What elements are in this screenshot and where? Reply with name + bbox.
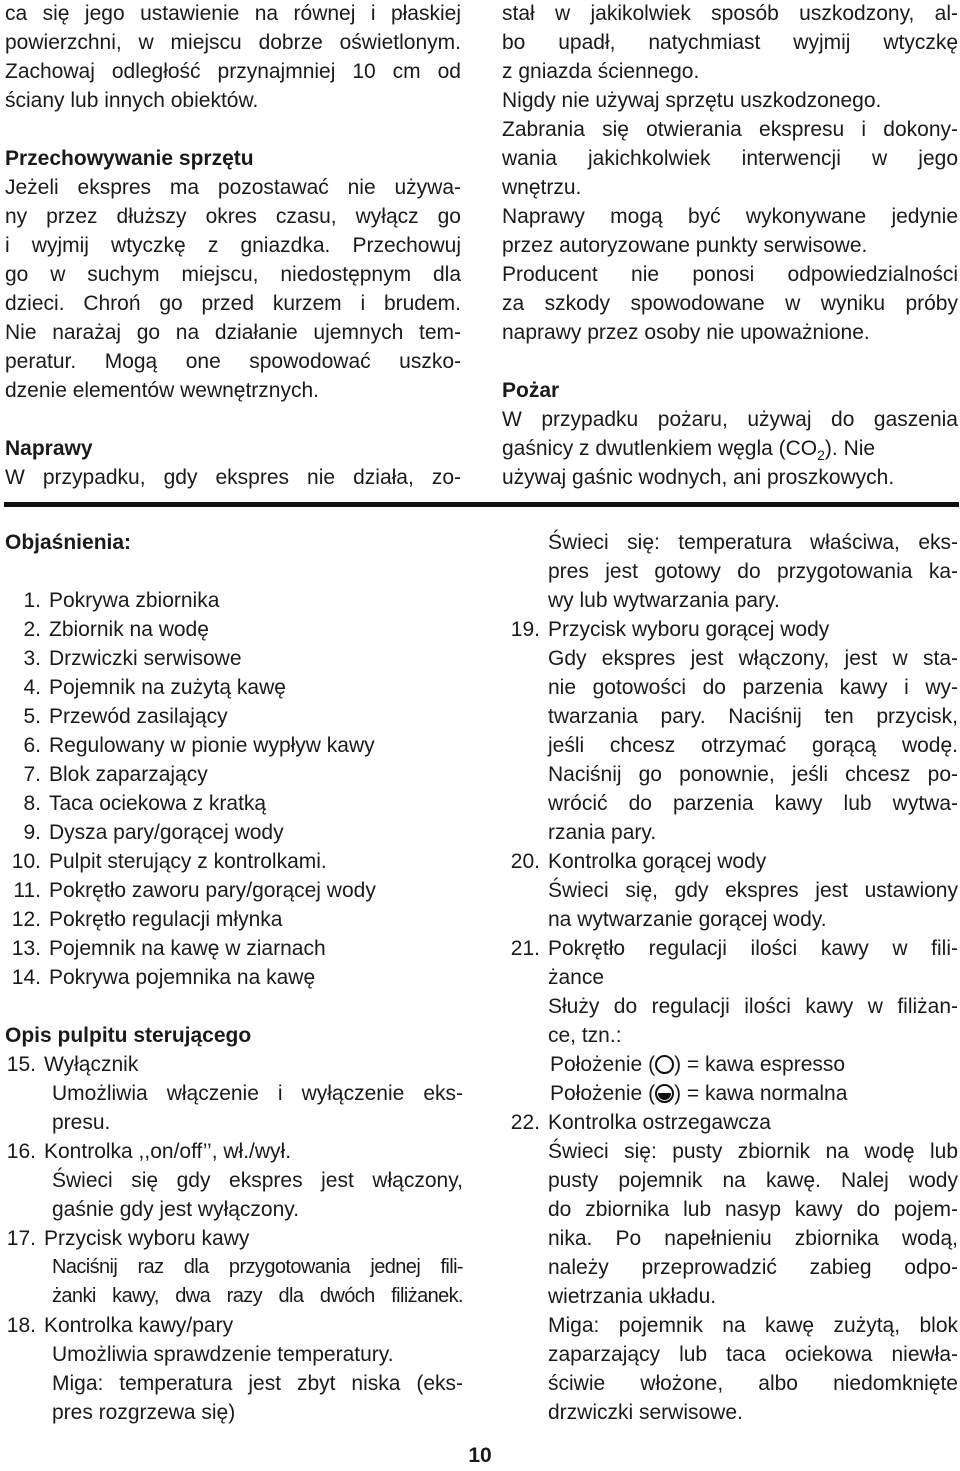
legend-item-label: Przewód zasilający bbox=[49, 705, 228, 728]
text-line: ściany lub innych obiektów. bbox=[5, 89, 259, 112]
legend-item-label: Dysza pary/gorącej wody bbox=[49, 821, 284, 844]
panel-item-19-desc: wrócić do parzenia kawy lub wytwa- bbox=[548, 792, 958, 815]
panel-item-21: 21. Pokrętło regulacji ilości kawy w fili- bbox=[510, 937, 958, 960]
legend-item-number: 9. bbox=[23, 821, 41, 844]
text-line: Naprawy mogą być wykonywane jedynie bbox=[502, 205, 958, 228]
panel-item-19-desc: Naciśnij go ponownie, jeśli chcesz po- bbox=[548, 763, 958, 786]
panel-item-22-desc: pusty pojemnik na kawę. Nalej wody bbox=[548, 1169, 958, 1192]
panel-item-17-desc: żanki kawy, dwa razy dla dwóch filiżanek. bbox=[52, 1285, 463, 1307]
panel-item-19-desc: jeśli chcesz otrzymać gorącą wodę. bbox=[548, 734, 958, 757]
section-divider bbox=[4, 502, 959, 507]
panel-item-22-desc: Świeci się: pusty zbiornik na wodę lub bbox=[548, 1140, 958, 1163]
legend-item bbox=[5, 731, 463, 760]
legend-item-label: Pokrętło zaworu pary/gorącej wody bbox=[49, 879, 376, 902]
panel-item-22-desc: drzwiczki serwisowe. bbox=[548, 1401, 743, 1424]
legend-item bbox=[5, 847, 463, 876]
panel-item-19-desc: Gdy ekspres jest włączony, jest w sta- bbox=[548, 647, 958, 670]
legend-item-number: 13. bbox=[11, 937, 41, 960]
panel-item-20: 20. Kontrolka gorącej wody bbox=[510, 850, 767, 873]
half-filled-circle-icon bbox=[655, 1084, 674, 1103]
text-line: przez autoryzowane punkty serwisowe. bbox=[502, 234, 868, 257]
section-heading-storage: Przechowywanie sprzętu bbox=[5, 147, 254, 170]
panel-item-21-desc: ce, tzn.: bbox=[548, 1024, 622, 1047]
legend-item-label: Regulowany w pionie wypływ kawy bbox=[49, 734, 375, 757]
text-line: Zabrania się otwierania ekspresu i dokony- bbox=[502, 118, 958, 141]
panel-item-16-desc: Świeci się gdy ekspres jest włączony, bbox=[52, 1169, 463, 1192]
legend-item-label: Pokrętło regulacji młynka bbox=[49, 908, 283, 931]
panel-item-21-title-cont: żance bbox=[548, 966, 605, 989]
text-line: naprawy przez osoby nie upoważnione. bbox=[502, 321, 870, 344]
text-line: bo upadł, natychmiast wyjmij wtyczkę bbox=[502, 31, 958, 54]
text-line: Zachowaj odległość przynajmniej 10 cm od bbox=[5, 60, 461, 83]
panel-item-20-desc: Świeci się, gdy ekspres jest ustawiony bbox=[548, 879, 958, 902]
text-line: Nie narażaj go na działanie ujemnych tem- bbox=[5, 321, 461, 344]
panel-item-19-desc: nie gotowości do parzenia kawy i wy- bbox=[548, 676, 958, 699]
panel-item-22-desc: zaparzający lub taca ociekowa niewła- bbox=[548, 1343, 958, 1366]
text-line: Producent nie ponosi odpowiedzialności bbox=[502, 263, 958, 286]
legend-list bbox=[5, 586, 463, 992]
panel-item-18-desc: pres rozgrzewa się) bbox=[52, 1401, 236, 1424]
position-normal: Położenie ( ) = kawa normalna bbox=[550, 1082, 848, 1105]
panel-item-18-cont: Świeci się: temperatura właściwa, eks- bbox=[548, 531, 958, 554]
panel-item-17-desc: Naciśnij raz dla przygotowania jednej fili- bbox=[52, 1256, 463, 1278]
legend-item-number: 1. bbox=[23, 589, 41, 612]
legend-item-number: 2. bbox=[23, 618, 41, 641]
legend-item bbox=[5, 818, 463, 847]
panel-item-22: 22. Kontrolka ostrzegawcza bbox=[510, 1111, 771, 1134]
legend-item-number: 10. bbox=[11, 850, 41, 873]
text-line: peratur. Mogą one spowodować uszko- bbox=[5, 350, 461, 373]
legend-item-number: 8. bbox=[23, 792, 41, 815]
legend-item-number: 5. bbox=[23, 705, 41, 728]
co2-subscript: 2 bbox=[817, 447, 825, 464]
section-heading-fire: Pożar bbox=[502, 379, 560, 402]
text-line-co2 bbox=[502, 434, 958, 463]
text-line: ca się jego ustawienie na równej i płaskiej bbox=[5, 2, 461, 25]
panel-item-22-desc: do zbiornika lub nasyp kawy do pojem- bbox=[548, 1198, 958, 1221]
panel-item-18-cont: wy lub wytwarzania pary. bbox=[548, 589, 780, 612]
text-line: Jeżeli ekspres ma pozostawać nie używa- bbox=[5, 176, 461, 199]
panel-item-17: 17. Przycisk wyboru kawy bbox=[6, 1227, 250, 1250]
legend-item-number: 11. bbox=[13, 879, 41, 902]
legend-item-number: 4. bbox=[23, 676, 41, 699]
panel-item-22-desc: nika. Po napełnieniu zbiornika wodą, bbox=[548, 1227, 958, 1250]
text-line: W przypadku, gdy ekspres nie działa, zo- bbox=[5, 466, 461, 489]
panel-item-19-desc: twarzania pary. Naciśnij ten przycisk, bbox=[548, 705, 958, 728]
panel-item-22-desc: należy przeprowadzić zabieg odpo- bbox=[548, 1256, 958, 1279]
top-left-column bbox=[5, 0, 461, 492]
panel-heading: Opis pulpitu sterującego bbox=[5, 1024, 252, 1047]
panel-item-15-desc: presu. bbox=[52, 1111, 111, 1134]
panel-item-16-desc: gaśnie gdy jest wyłączony. bbox=[52, 1198, 300, 1221]
panel-item-18-desc: Umożliwia sprawdzenie temperatury. bbox=[52, 1343, 394, 1366]
panel-item-16: 16. Kontrolka ,,on/off’’, wł./wył. bbox=[6, 1140, 292, 1163]
panel-item-21-desc: Służy do regulacji ilości kawy w filiżan- bbox=[548, 995, 958, 1018]
co2-text: gaśnicy z dwutlenkiem węgla $(CO_2)$. Nie bbox=[502, 437, 876, 464]
legend-item bbox=[5, 905, 463, 934]
panel-item-18-cont: pres jest gotowy do przygotowania ka- bbox=[548, 560, 958, 583]
legend-item-label: Pokrywa pojemnika na kawę bbox=[49, 966, 316, 989]
legend-item-label: Zbiornik na wodę bbox=[49, 618, 209, 641]
legend-item-label: Pulpit sterujący z kontrolkami. bbox=[49, 850, 327, 873]
text-line: ny przez dłuższy okres czasu, wyłącz go bbox=[5, 205, 461, 228]
panel-item-19: 19. Przycisk wyboru gorącej wody bbox=[510, 618, 830, 641]
panel-item-22-desc: Miga: pojemnik na kawę zużytą, blok bbox=[548, 1314, 958, 1337]
text-line: W przypadku pożaru, używaj do gaszenia bbox=[502, 408, 958, 431]
legend-item-label: Pojemnik na zużytą kawę bbox=[49, 676, 286, 699]
text-line: Nigdy nie używaj sprzętu uszkodzonego. bbox=[502, 89, 882, 112]
legend-item bbox=[5, 760, 463, 789]
legend-column bbox=[5, 528, 463, 1427]
legend-item bbox=[5, 615, 463, 644]
page-number: 10 bbox=[468, 1444, 492, 1467]
panel-continued-column bbox=[502, 528, 958, 1427]
panel-item-22-desc: wietrzania układu. bbox=[548, 1285, 717, 1308]
legend-item bbox=[5, 934, 463, 963]
text-line: za szkody spowodowane w wyniku próby bbox=[502, 292, 958, 315]
text-line: wania jakichkolwiek interwencji w jego bbox=[502, 147, 958, 170]
section-heading-repairs: Naprawy bbox=[5, 437, 93, 460]
empty-circle-icon bbox=[655, 1055, 674, 1074]
legend-item-number: 7. bbox=[23, 763, 41, 786]
legend-item-label: Pokrywa zbiornika bbox=[49, 589, 220, 612]
legend-item-number: 6. bbox=[23, 734, 41, 757]
panel-item-15-desc: Umożliwia włączenie i wyłączenie eks- bbox=[52, 1082, 463, 1105]
text-line: go w suchym miejscu, niedostępnym dla bbox=[5, 263, 461, 286]
legend-item-number: 14. bbox=[11, 966, 41, 989]
legend-item bbox=[5, 789, 463, 818]
legend-item-label: Pojemnik na kawę w ziarnach bbox=[49, 937, 326, 960]
text-line: stał w jakikolwiek sposób uszkodzony, al- bbox=[502, 2, 958, 25]
legend-item bbox=[5, 673, 463, 702]
position-espresso: Położenie ( ) = kawa espresso bbox=[550, 1053, 846, 1076]
legend-item bbox=[5, 876, 463, 905]
legend-item-label: Taca ociekowa z kratką bbox=[49, 792, 267, 815]
legend-item bbox=[5, 702, 463, 731]
top-right-column bbox=[502, 0, 958, 492]
legend-item-number: 3. bbox=[23, 647, 41, 670]
legend-item bbox=[5, 644, 463, 673]
text-line: i wyjmij wtyczkę z gniazdka. Przechowuj bbox=[5, 234, 461, 257]
panel-item-18: 18. Kontrolka kawy/pary bbox=[6, 1314, 234, 1337]
panel-item-15: 15. Wyłącznik bbox=[6, 1053, 139, 1076]
legend-item bbox=[5, 963, 463, 992]
text-line: powierzchni, w miejscu dobrze oświetlonym. bbox=[5, 31, 461, 54]
text-line: używaj gaśnic wodnych, ani proszkowych. bbox=[502, 466, 895, 489]
legend-item-label: Drzwiczki serwisowe bbox=[49, 647, 242, 670]
panel-item-18-desc: Miga: temperatura jest zbyt niska (eks- bbox=[52, 1372, 463, 1395]
text-line: z gniazda ściennego. bbox=[502, 60, 700, 83]
legend-item-number: 12. bbox=[11, 908, 41, 931]
text-line: dzenie elementów wewnętrznych. bbox=[5, 379, 319, 402]
panel-item-19-desc: rzania pary. bbox=[548, 821, 657, 844]
panel-item-20-desc: na wytwarzanie gorącej wody. bbox=[548, 908, 827, 931]
text-line: wnętrzu. bbox=[502, 176, 582, 199]
legend-heading: Objaśnienia: bbox=[5, 531, 132, 554]
legend-item bbox=[5, 586, 463, 615]
text-line: dzieci. Chroń go przed kurzem i brudem. bbox=[5, 292, 461, 315]
panel-item-22-desc: ściwie włożone, albo niedomknięte bbox=[548, 1372, 958, 1395]
legend-item-label: Blok zaparzający bbox=[49, 763, 208, 786]
